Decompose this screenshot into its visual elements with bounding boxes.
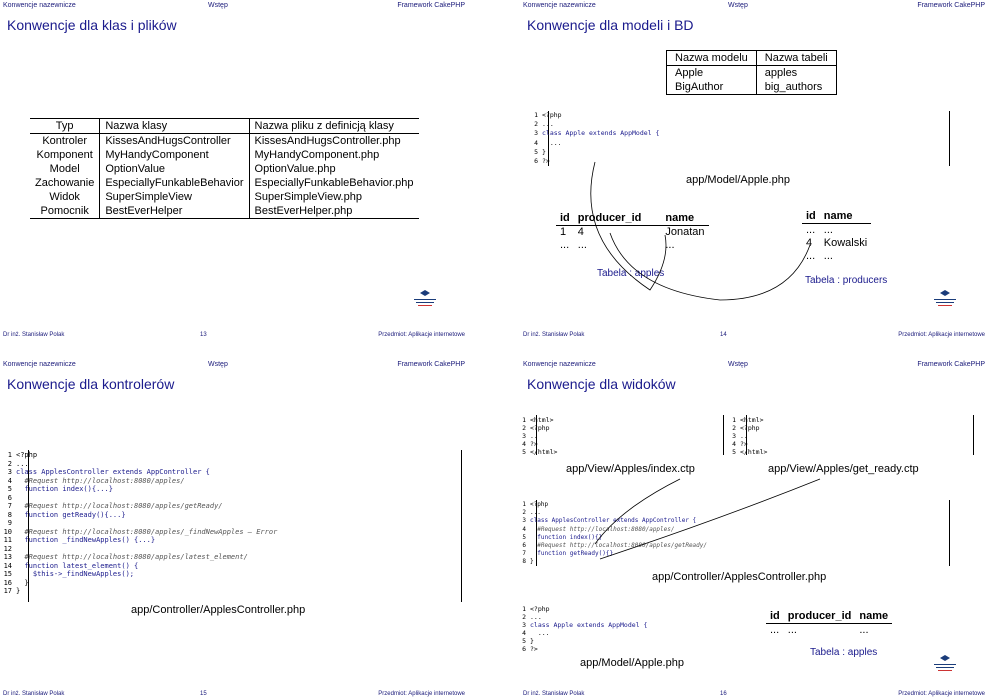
table-caption: Tabela : apples bbox=[810, 647, 878, 658]
slide-nav bbox=[0, 359, 468, 371]
university-logo-icon bbox=[414, 290, 436, 312]
table-header: id bbox=[766, 610, 784, 624]
slide-13 bbox=[0, 0, 468, 340]
code-caption: app/Model/Apple.php bbox=[686, 174, 790, 186]
slide-title: Konwencje dla widoków bbox=[527, 376, 676, 392]
code-caption: app/View/Apples/index.ctp bbox=[566, 463, 695, 475]
page-number: 13 bbox=[200, 332, 207, 338]
table-cell: SuperSimpleView bbox=[100, 190, 249, 204]
code-line: $this->_findNewApples(); bbox=[16, 570, 135, 578]
code-line: function _findNewApples() {...} bbox=[16, 536, 156, 544]
nav-section[interactable]: Konwencje nazewnicze bbox=[523, 2, 596, 9]
table-cell: Kowalski bbox=[823, 237, 868, 249]
code-line: class ApplesController extends AppController { bbox=[16, 468, 210, 476]
code-line: #Request http://localhost:8080/apples/getReady/ bbox=[16, 502, 223, 510]
table-cell: KissesAndHugsController bbox=[100, 134, 249, 149]
nav-intro[interactable]: Wstęp bbox=[728, 361, 748, 368]
table-row bbox=[766, 610, 892, 624]
page-number: 15 bbox=[200, 691, 207, 697]
table-row bbox=[30, 204, 419, 219]
slide-title: Konwencje dla modeli i BD bbox=[527, 17, 694, 33]
code-line: ... bbox=[530, 509, 541, 517]
code-line: ... bbox=[542, 138, 562, 147]
code-line: .. bbox=[740, 432, 748, 440]
code-line: ... bbox=[542, 120, 554, 129]
table-cell: Apple bbox=[667, 66, 757, 81]
code-caption: app/Controller/ApplesController.php bbox=[131, 604, 306, 616]
footer-subject: Przedmiot: Aplikacje internetowe bbox=[378, 332, 465, 338]
class-to-table-arrow bbox=[591, 162, 666, 290]
table-cell: ... bbox=[787, 624, 797, 636]
table-cell: OptionValue.php bbox=[254, 163, 336, 175]
table-cell: SuperSimpleView.php bbox=[254, 191, 362, 203]
code-line: } bbox=[16, 587, 21, 595]
code-caption: app/View/Apples/get_ready.ctp bbox=[768, 463, 919, 475]
table-cell: MyHandyComponent.php bbox=[254, 149, 380, 161]
footer-author: Dr inż. Stanisław Polak bbox=[523, 691, 585, 697]
code-line: ... bbox=[530, 629, 550, 637]
table-header: Typ bbox=[30, 119, 100, 134]
code-line: #Request http://localhost:8080/apples/latest_element/ bbox=[16, 553, 248, 561]
table-row bbox=[30, 134, 419, 149]
page-number: 14 bbox=[720, 332, 727, 338]
code-line: <?php bbox=[542, 111, 562, 119]
table-caption: Tabela : apples bbox=[597, 268, 665, 279]
table-cell: 1 bbox=[560, 226, 567, 238]
table-cell: BestEverHelper.php bbox=[254, 205, 353, 217]
code-block: 1 <?php 2 ... 3 class Apple extends AppModel { 4 ... 5 } 6 ?> bbox=[534, 111, 660, 165]
code-line: <?php bbox=[740, 424, 760, 432]
code-line: <?php bbox=[16, 451, 38, 459]
code-line: function getReady(){} bbox=[530, 550, 614, 558]
code-line: #Request http://localhost:8080/apples/ bbox=[530, 525, 675, 533]
table-row bbox=[30, 190, 419, 204]
table-header: id bbox=[802, 210, 820, 224]
slide-16 bbox=[520, 359, 988, 699]
table-row bbox=[30, 162, 419, 176]
nav-intro[interactable]: Wstęp bbox=[208, 2, 228, 9]
code-caption: app/Model/Apple.php bbox=[580, 657, 684, 669]
table-header: Nazwa klasy bbox=[100, 119, 249, 134]
table-row bbox=[30, 148, 419, 162]
table-row bbox=[30, 176, 419, 190]
code-line: class ApplesController extends AppController { bbox=[530, 517, 697, 525]
view-index-code: 1 <html> 2 <?php 3 .. 4 ?> 5 </html> bbox=[522, 416, 558, 456]
code-line: ?> bbox=[530, 440, 538, 448]
code-line: class Apple extends AppModel { bbox=[542, 129, 660, 138]
slide-15 bbox=[0, 359, 468, 699]
relation-arrows bbox=[520, 0, 988, 340]
nav-framework[interactable]: Framework CakePHP bbox=[917, 2, 985, 9]
table-header: name bbox=[645, 212, 708, 226]
apples-table bbox=[766, 610, 892, 637]
footer-subject: Przedmiot: Aplikacje internetowe bbox=[378, 691, 465, 697]
code-line: <?php bbox=[530, 605, 550, 613]
table-cell: BigAuthor bbox=[667, 80, 757, 95]
slide-footer bbox=[0, 687, 468, 699]
footer-author: Dr inż. Stanisław Polak bbox=[3, 691, 65, 697]
slide-title: Konwencje dla klas i plików bbox=[7, 17, 177, 33]
slide-nav bbox=[0, 0, 468, 12]
code-line: ... bbox=[530, 613, 542, 621]
code-line: } bbox=[16, 578, 29, 587]
slide-title: Konwencje dla kontrolerów bbox=[7, 376, 175, 392]
nav-framework[interactable]: Framework CakePHP bbox=[397, 2, 465, 9]
table-cell: Komponent bbox=[30, 148, 100, 162]
model-code: 1 <?php 2 ... 3 class Apple extends AppModel { 4 ... 5 } 6 ?> bbox=[522, 605, 648, 653]
table-cell: big_authors bbox=[764, 81, 823, 93]
table-cell: OptionValue bbox=[100, 162, 249, 176]
code-line: } bbox=[530, 558, 534, 566]
table-cell: ... bbox=[823, 224, 833, 236]
footer-subject: Przedmiot: Aplikacje internetowe bbox=[898, 332, 985, 338]
getready-arrow bbox=[600, 479, 820, 559]
page-number: 16 bbox=[720, 691, 727, 697]
nav-section[interactable]: Konwencje nazewnicze bbox=[523, 361, 596, 368]
university-logo-icon bbox=[934, 655, 956, 677]
code-line: } bbox=[542, 147, 546, 156]
footer-author: Dr inż. Stanisław Polak bbox=[523, 332, 585, 338]
foreign-key-arrow bbox=[610, 233, 810, 300]
view-controller-code: 1 <?php 2 ... 3 class ApplesController extends AppController { 4 #Request http://localhost:8080/apples/ 5 function index(){} 6 #Request http://localhost:8080/apples/getReady/ 7 function getReady(){} 8 } bbox=[522, 501, 708, 566]
table-header: Nazwa pliku z definicją klasy bbox=[249, 119, 419, 134]
code-line: ?> bbox=[542, 157, 550, 165]
code-line: class Apple extends AppModel { bbox=[530, 621, 648, 629]
code-line: <?php bbox=[530, 501, 549, 508]
table-cell: BestEverHelper bbox=[100, 204, 249, 219]
code-line: .. bbox=[530, 432, 538, 440]
code-line: #Request http://localhost:8080/apples/_findNewApples — Error bbox=[16, 527, 278, 536]
table-header: producer_id bbox=[784, 610, 856, 624]
university-logo-icon bbox=[934, 290, 956, 312]
table-cell: ... bbox=[806, 250, 816, 262]
table-row bbox=[766, 624, 892, 638]
code-line: function index(){} bbox=[530, 533, 603, 541]
code-line: #Request http://localhost:8080/apples/getReady/ bbox=[530, 542, 708, 549]
naming-table bbox=[30, 118, 419, 219]
table-caption: Tabela : producers bbox=[805, 275, 888, 286]
table-cell: Widok bbox=[30, 190, 100, 204]
code-line: #Request http://localhost:8080/apples/ bbox=[16, 476, 185, 485]
table-cell: ... bbox=[560, 239, 570, 251]
view-getready-code: 1 <html> 2 <?php 3 .. 4 ?> 5 </html> bbox=[732, 416, 768, 456]
code-line: ... bbox=[16, 459, 29, 468]
slide-footer bbox=[520, 687, 988, 699]
code-line: function latest_element() { bbox=[16, 561, 139, 570]
table-cell: ... bbox=[823, 250, 833, 262]
table-cell: ... bbox=[665, 239, 675, 251]
footer-subject: Przedmiot: Aplikacje internetowe bbox=[898, 691, 985, 697]
code-line: </html> bbox=[740, 448, 768, 456]
table-cell: MyHandyComponent bbox=[100, 148, 249, 162]
table-header: Nazwa tabeli bbox=[756, 51, 836, 66]
code-block: 1 <?php 2 ... 3 class ApplesController extends AppController { 4 #Request http://localhost:8080/apples/ 5 function index(){...} 6 7 #Request http://localhost:8080/apples/getReady/ 8 function getReady(){...} 9 10 #Request http://localhost:8080/apples/_findNewApples — Error 11 function _findNewApples() {...} 12 13 #Request http://localhost:8080/apples/latest_element/ 14 function latest_element() { 15 $this->_findNewApples(); 16 } 17 } bbox=[3, 451, 278, 595]
table-cell: 4 bbox=[577, 226, 584, 238]
nav-intro[interactable]: Wstęp bbox=[728, 2, 748, 9]
table-cell: ... bbox=[577, 239, 587, 251]
nav-intro[interactable]: Wstęp bbox=[208, 361, 228, 368]
code-line: ?> bbox=[740, 440, 748, 448]
code-line: <?php bbox=[530, 424, 550, 432]
code-line: function index(){...} bbox=[16, 485, 113, 493]
table-cell: EspeciallyFunkableBehavior.php bbox=[254, 177, 414, 189]
table-cell: apples bbox=[764, 67, 798, 79]
table-header: id bbox=[556, 212, 574, 226]
code-line: <html> bbox=[530, 416, 554, 424]
slide-footer bbox=[520, 328, 988, 340]
table-cell: ... bbox=[806, 224, 816, 236]
table-cell: 4 bbox=[806, 237, 813, 249]
slide-footer bbox=[0, 328, 468, 340]
code-line: ?> bbox=[530, 645, 538, 653]
code-caption: app/Controller/ApplesController.php bbox=[652, 571, 827, 583]
nav-framework[interactable]: Framework CakePHP bbox=[397, 361, 465, 368]
nav-section[interactable]: Konwencje nazewnicze bbox=[3, 361, 76, 368]
table-header: Nazwa modelu bbox=[667, 51, 757, 66]
table-cell: KissesAndHugsController.php bbox=[254, 135, 401, 147]
code-line: <html> bbox=[740, 416, 764, 424]
table-cell: Model bbox=[30, 162, 100, 176]
slide-14 bbox=[520, 0, 988, 340]
footer-author: Dr inż. Stanisław Polak bbox=[3, 332, 65, 338]
nav-section[interactable]: Konwencje nazewnicze bbox=[3, 2, 76, 9]
table-header: name bbox=[820, 210, 871, 224]
index-arrow bbox=[595, 479, 680, 544]
table-cell: ... bbox=[859, 624, 869, 636]
code-line: function getReady(){...} bbox=[16, 510, 126, 519]
code-line: } bbox=[530, 637, 534, 645]
table-header: producer_id bbox=[574, 212, 646, 226]
table-cell: EspeciallyFunkableBehavior bbox=[100, 176, 249, 190]
table-header: name bbox=[855, 610, 892, 624]
table-cell: Pomocnik bbox=[30, 204, 100, 219]
table-cell: Jonatan bbox=[665, 226, 705, 238]
code-line: </html> bbox=[530, 448, 558, 456]
table-cell: Kontroler bbox=[30, 134, 100, 149]
table-cell: ... bbox=[770, 624, 780, 636]
nav-framework[interactable]: Framework CakePHP bbox=[917, 361, 985, 368]
table-cell: Zachowanie bbox=[30, 176, 100, 190]
